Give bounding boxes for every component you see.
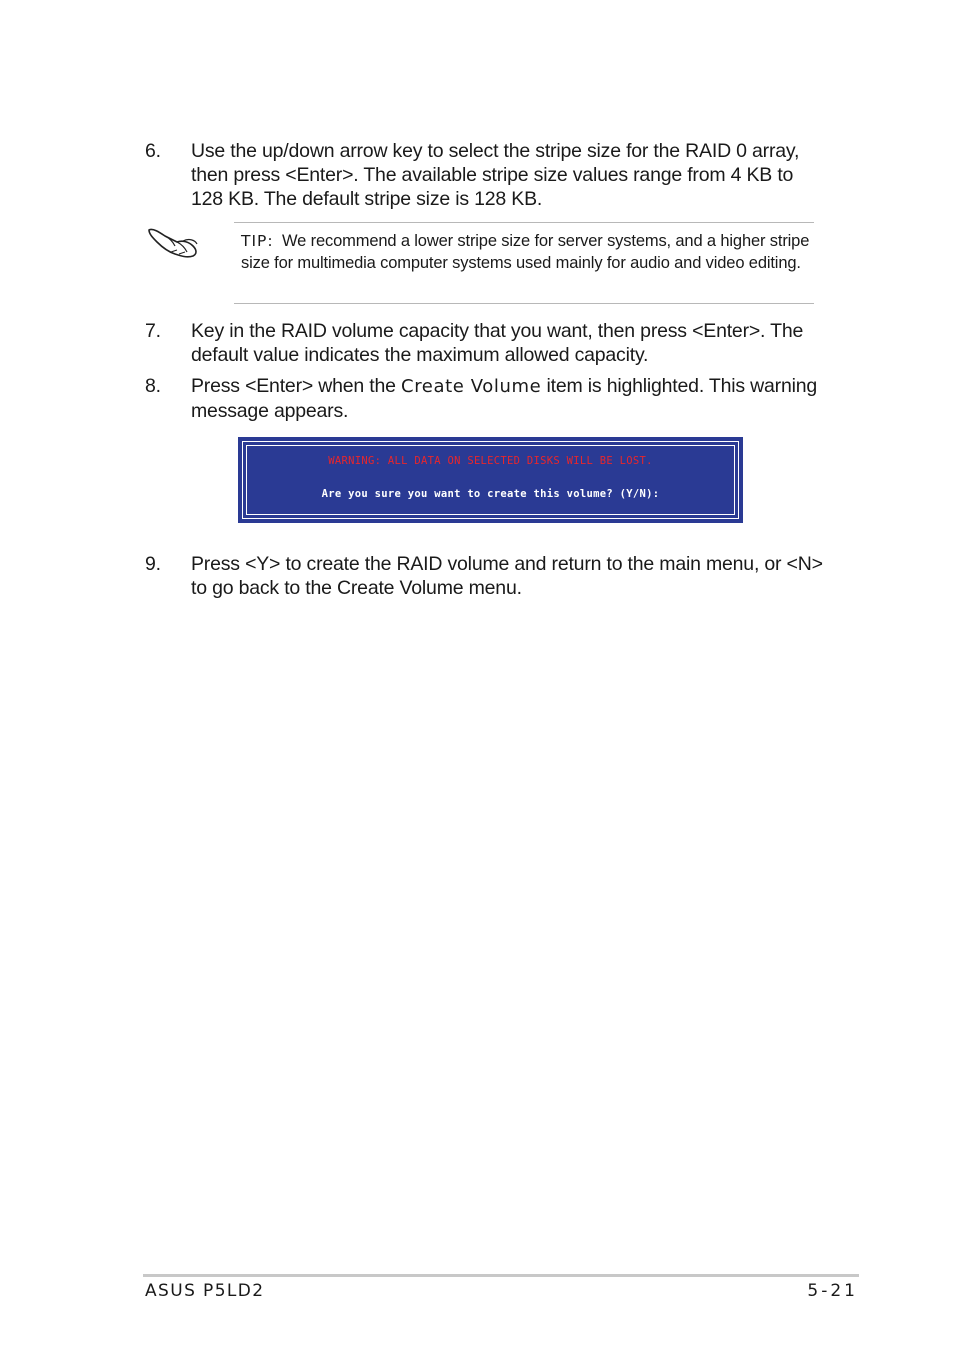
- footer-page-number: 5-21: [807, 1281, 858, 1301]
- dialog-warning-text: WARNING: ALL DATA ON SELECTED DISKS WILL BE LOST.: [328, 455, 653, 467]
- step-9: [145, 552, 825, 600]
- step-8: [145, 374, 825, 423]
- step-text: Use the up/down arrow key to select the stripe size for the RAID 0 array, then press <Enter>. The available stripe size values range from 4 KB to 128 KB. The default stripe size is 128 KB.: [191, 140, 800, 210]
- step-number: 9.: [145, 553, 161, 575]
- step-text-after: item is highlighted. This warning message appears.: [191, 375, 818, 422]
- create-volume-emphasis: Create Volume: [401, 376, 542, 397]
- footer-rule: [143, 1274, 859, 1277]
- footer-product-name: ASUS P5LD2: [145, 1281, 265, 1301]
- step-number: 7.: [145, 320, 161, 342]
- pointing-hand-icon: [143, 220, 203, 260]
- tip-box: [234, 222, 814, 304]
- dialog-border-outer: [242, 441, 739, 519]
- bios-warning-dialog: [238, 437, 743, 523]
- step-text: Press <Y> to create the RAID volume and return to the main menu, or <N> to go back to the Create Volume menu.: [191, 553, 823, 599]
- step-number: 6.: [145, 140, 161, 162]
- step-text: Key in the RAID volume capacity that you want, then press <Enter>. The default value indicates the maximum allowed capacity.: [191, 320, 804, 366]
- step-6: [145, 139, 825, 211]
- tip-text: We recommend a lower stripe size for server systems, and a higher stripe size for multimedia computer systems used mainly for audio and video editing.: [241, 232, 810, 272]
- step-7: [145, 319, 825, 367]
- tip-text-block: [241, 231, 816, 274]
- step-text-before: Press <Enter> when the: [191, 375, 396, 397]
- dialog-question-text: Are you sure you want to create this volume? (Y/N):: [321, 488, 660, 500]
- tip-label: TIP:: [241, 232, 274, 250]
- step-text: [191, 374, 825, 423]
- step-number: 8.: [145, 375, 161, 397]
